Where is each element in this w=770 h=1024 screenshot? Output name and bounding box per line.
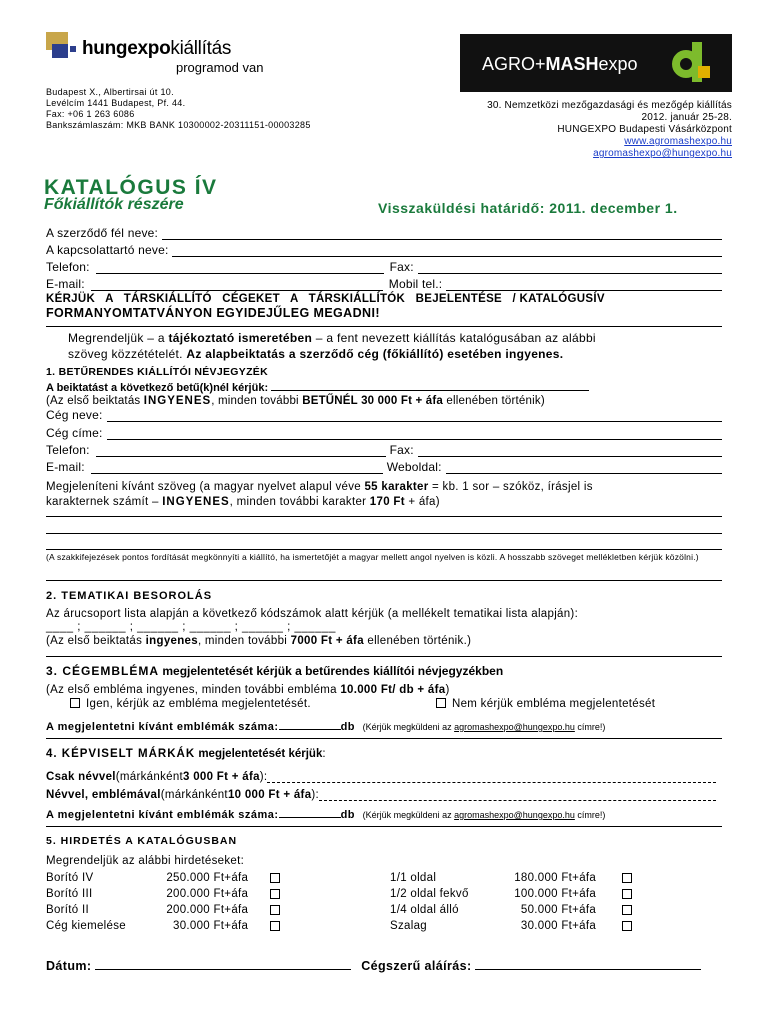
section2-desc: Az árucsoport lista alapján a következő kódszámok alatt kérjük (a mellékelt tematikai lista alapján): — [46, 608, 579, 620]
section4-heading: 4. KÉPVISELT MÁRKÁK megjelentetését kérjük: — [46, 748, 326, 760]
text-line-2[interactable] — [46, 533, 722, 534]
ad-option-price: 100.000 Ft+áfa — [514, 888, 597, 900]
agromash-emblem-icon — [668, 42, 716, 84]
contact-name-field[interactable]: A kapcsolattartó neve: — [46, 243, 722, 257]
checkbox-icon[interactable] — [622, 889, 632, 899]
ad-option-price: 250.000 Ft+áfa — [166, 872, 249, 884]
brands-name-logo-field[interactable] — [319, 791, 716, 801]
section2-heading: 2. TEMATIKAI BESOROLÁS — [46, 590, 213, 602]
phone-field[interactable] — [96, 263, 384, 274]
ads-left-list — [46, 870, 286, 934]
ad-option-price: 50.000 Ft+áfa — [520, 904, 597, 916]
send-email-link[interactable]: agromashexpo@hungexpo.hu — [454, 722, 575, 732]
ad-option-price: 30.000 Ft+áfa — [173, 920, 249, 932]
text-instructions: Megjeleníteni kívánt szöveg (a magyar nyelvet alapul véve 55 karakter = kb. 1 sor – szóköz, írásjel is karakternek számít – INGYENES, minden további karakter 170 Ft + áfa) — [46, 481, 593, 508]
agromash-logo: AGRO+MASHexpo — [460, 34, 732, 92]
ad-option-row[interactable] — [46, 902, 286, 918]
section2-pricing: (Az első beiktatás ingyenes, minden további 7000 Ft + áfa ellenében történik.) — [46, 635, 472, 647]
text-line-1[interactable] — [46, 516, 722, 517]
checkbox-icon — [70, 698, 80, 708]
deadline: Visszaküldési határidő: 2011. december 1. — [378, 200, 678, 216]
mobile-field[interactable] — [446, 280, 722, 291]
date-label: Dátum: — [46, 959, 92, 973]
section1-heading: 1. BETŰRENDES KIÁLLÍTÓI NÉVJEGYZÉK — [46, 366, 268, 378]
brand-logo-count-field[interactable] — [279, 807, 341, 818]
ad-option-name: Borító IV — [46, 872, 94, 884]
date-field[interactable] — [95, 958, 351, 970]
ad-option-row[interactable] — [390, 886, 638, 902]
company-email-field[interactable] — [91, 463, 383, 474]
company-phone-field[interactable] — [96, 446, 386, 457]
event-email-link[interactable]: agromashexpo@hungexpo.hu — [593, 148, 732, 159]
company-fax-field[interactable] — [418, 446, 722, 457]
checkbox-icon[interactable] — [622, 873, 632, 883]
translation-note: (A szakkifejezések pontos fordítását megkönnyíti a kiállító, ha ismertetőjét a magyar mellett angol nyelven is közli. A hosszabb szöveget mellékletben kérjük közölni.) — [46, 552, 699, 562]
page-subtitle: Főkiállítók részére — [44, 196, 184, 213]
theme-code-fields[interactable]: ____ ; ______ ; ______ ; ______ ; ______ ; ______ — [46, 621, 336, 633]
ad-option-name: 1/4 oldal álló — [390, 904, 459, 916]
section3-pricing: (Az első embléma ingyenes, minden további embléma 10.000 Ft/ db + áfa) — [46, 684, 450, 696]
ad-option-price: 200.000 Ft+áfa — [166, 904, 249, 916]
ad-option-price: 200.000 Ft+áfa — [166, 888, 249, 900]
page-title: KATALÓGUS ÍV — [44, 176, 218, 199]
ad-option-name: 1/1 oldal — [390, 872, 437, 884]
section5-heading: 5. HIRDETÉS A KATALÓGUSBAN — [46, 835, 238, 847]
ad-option-name: Cég kiemelése — [46, 920, 126, 932]
letter-field[interactable] — [271, 380, 589, 391]
signature-label: Cégszerű aláírás: — [361, 959, 472, 973]
company-website-field[interactable] — [446, 463, 722, 474]
ads-right-list — [390, 870, 638, 934]
ad-option-row[interactable] — [46, 918, 286, 934]
co-exhibitor-notice: KÉRJÜK A TÁRSKIÁLLÍTÓ CÉGEKET A TÁRSKIÁLLÍTÓK BEJELENTÉSE / KATALÓGUSÍV FORMANYOMTATVÁNYON EGYIDEJŰLEG MEGADNI! — [46, 293, 605, 320]
signature-field[interactable] — [475, 958, 701, 970]
ad-option-name: Szalag — [390, 920, 427, 932]
company-address-field[interactable]: Cég címe: — [46, 426, 722, 440]
hungexpo-logo — [46, 32, 276, 74]
checkbox-icon[interactable] — [622, 905, 632, 915]
checkbox-icon[interactable] — [270, 873, 280, 883]
ad-option-name: 1/2 oldal fekvő — [390, 888, 469, 900]
organizer-address: Budapest X., Albertirsai út 10. Levélcím 1441 Budapest, Pf. 44. Fax: +06 1 263 6086 Bankszámlaszám: MKB BANK 10300002-20311151-00003285 — [46, 87, 311, 130]
logo-brand-bold: hungexpo — [82, 38, 171, 59]
ad-option-row[interactable] — [46, 870, 286, 886]
section5-intro: Megrendeljük az alábbi hirdetéseket: — [46, 855, 245, 867]
section3-heading: 3. CÉGEMBLÉMA megjelentetését kérjük a betűrendes kiállítói névjegyzékben — [46, 664, 504, 678]
ad-option-price: 30.000 Ft+áfa — [520, 920, 597, 932]
logo-count-field[interactable] — [279, 719, 341, 730]
company-name-field[interactable]: Cég neve: — [46, 408, 722, 422]
checkbox-icon[interactable] — [270, 889, 280, 899]
checkbox-icon[interactable] — [622, 921, 632, 931]
ad-option-price: 180.000 Ft+áfa — [514, 872, 597, 884]
ad-option-row[interactable] — [390, 870, 638, 886]
ad-option-row[interactable] — [390, 902, 638, 918]
checkbox-icon[interactable] — [270, 905, 280, 915]
checkbox-icon — [436, 698, 446, 708]
checkbox-icon[interactable] — [270, 921, 280, 931]
ad-option-row[interactable] — [390, 918, 638, 934]
logo-brand-light: kiállítás — [170, 38, 232, 59]
logo-yes-checkbox[interactable]: Igen, kérjük az embléma megjelentetését. — [70, 698, 311, 710]
text-line-3[interactable] — [46, 549, 722, 550]
order-intro: Megrendeljük – a tájékoztató ismeretében – a fent nevezett kiállítás katalógusában az alábbi szöveg közzétételét. Az alapbeiktatás a szerződő cég (főkiállító) esetében ingyenes. — [68, 331, 596, 361]
event-info: 30. Nemzetközi mezőgazdasági és mezőgép kiállítás 2012. január 25-28. HUNGEXPO Budapesti Vásárközpont www.agromashexpo.hu agromashexpo@hungexpo.hu — [487, 100, 732, 159]
fax-field[interactable] — [418, 263, 722, 274]
logo-no-checkbox[interactable]: Nem kérjük embléma megjelentetését — [436, 698, 655, 710]
logo-tagline: programod van — [176, 60, 264, 75]
party-name-field[interactable]: A szerződő fél neve: — [46, 226, 722, 240]
ad-option-name: Borító II — [46, 904, 89, 916]
send-email-link-2[interactable]: agromashexpo@hungexpo.hu — [454, 810, 575, 820]
ad-option-name: Borító III — [46, 888, 93, 900]
email-field[interactable] — [91, 280, 383, 291]
ad-option-row[interactable] — [46, 886, 286, 902]
brands-name-only-field[interactable] — [267, 773, 716, 783]
section1-pricing: (Az első beiktatás INGYENES, minden további BETŰNÉL 30 000 Ft + áfa ellenében történik) — [46, 395, 545, 407]
event-website-link[interactable]: www.agromashexpo.hu — [624, 136, 732, 147]
